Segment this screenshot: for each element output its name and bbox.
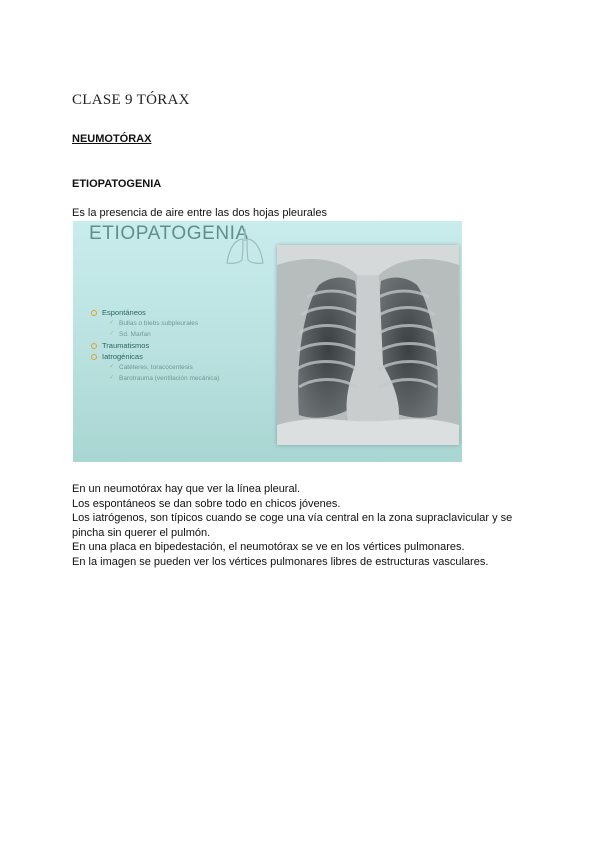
list-subitem: ✓ Catéteres, toracocentesis (91, 362, 219, 373)
body-text (72, 482, 532, 570)
paragraph: En la imagen se pueden ver los vértices pulmonares libres de estructuras vasculares. (72, 555, 489, 568)
page-title: CLASE 9 TÓRAX (72, 92, 190, 108)
section-heading: NEUMOTÓRAX (72, 133, 152, 145)
paragraph: Los iatrógenos, son típicos cuando se coge una vía central en la zona supraclavicular y se pincha sin querer el pulmón. (72, 512, 513, 539)
subsection-heading: ETIOPATOGENIA (72, 178, 162, 190)
list-subitem: ✓ Sd. Marfan (91, 329, 219, 340)
list-subitem: ✓ Barotrauma (ventilación mecánica) (91, 373, 219, 384)
paragraph: En una placa en bipedestación, el neumotórax se ve en los vértices pulmonares. (72, 541, 465, 554)
slide-list (91, 307, 219, 384)
list-subitem: ✓ Bullas o blebs subpleurales (91, 318, 219, 329)
paragraph: En un neumotórax hay que ver la línea pleural. (72, 483, 301, 495)
intro-text: Es la presencia de aire entre las dos hojas pleurales (72, 207, 327, 219)
slide-image (73, 221, 462, 462)
paragraph: Los espontáneos se dan sobre todo en chicos jóvenes. (72, 497, 341, 510)
list-item: Iatrogénicas (91, 351, 219, 362)
list-item: Traumatismos (91, 340, 219, 351)
lungs-logo-icon (223, 227, 267, 267)
list-item: Espontáneos (91, 307, 219, 318)
slide-title: ETIOPATOGENIA (89, 223, 249, 244)
chest-xray-image (277, 245, 459, 445)
